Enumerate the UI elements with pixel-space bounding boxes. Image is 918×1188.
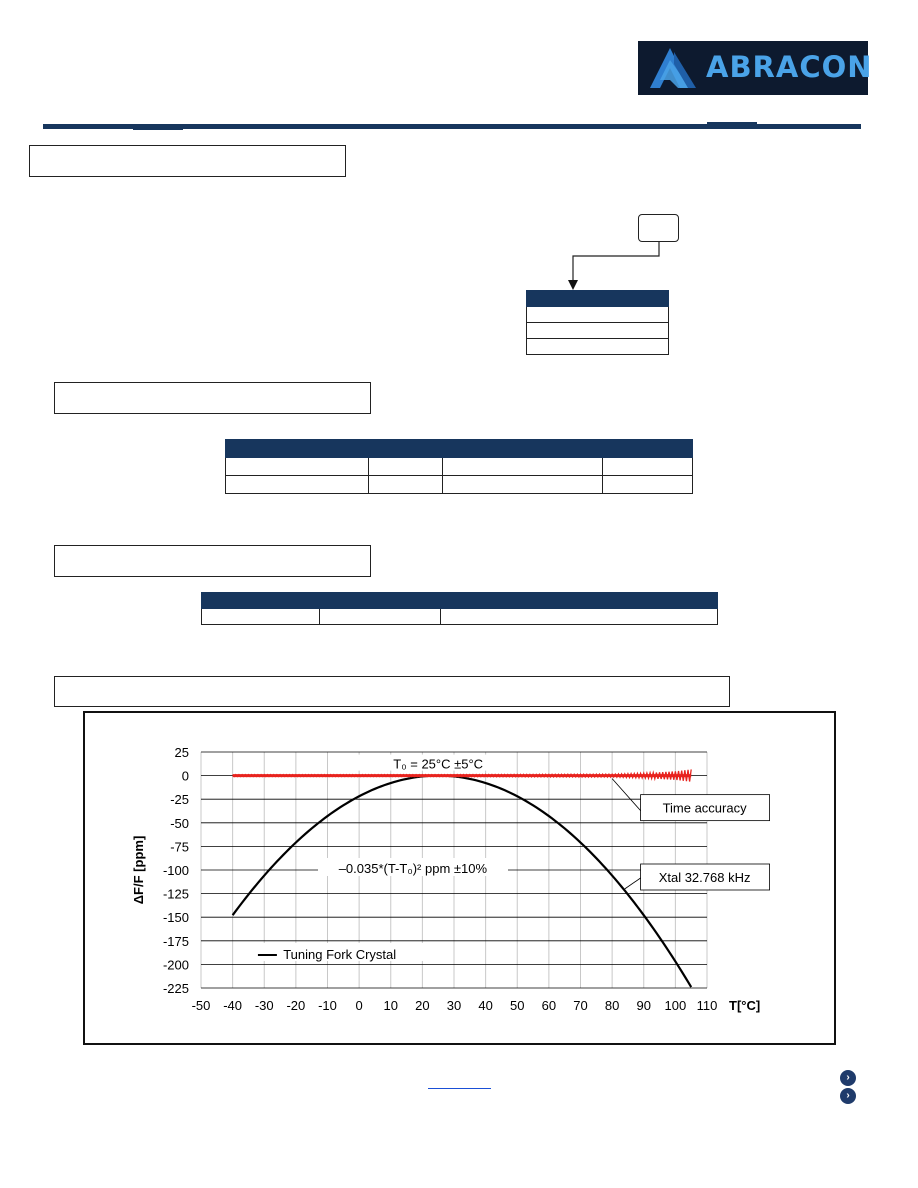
table-cell	[603, 476, 693, 494]
table-cell	[226, 458, 369, 476]
x-tick-label: -10	[318, 998, 337, 1013]
table-row	[527, 339, 669, 355]
table-cell	[441, 609, 718, 625]
y-tick-label: -100	[162, 863, 189, 878]
table-row	[202, 609, 718, 625]
table-cell	[527, 323, 669, 339]
t0-label: T₀ = 25°C ±5°C	[393, 756, 484, 772]
y-tick-label: -150	[162, 910, 189, 926]
section-heading-box	[54, 382, 371, 414]
abracon-mark-icon	[648, 46, 700, 90]
table-cell	[202, 609, 320, 625]
x-tick-label: -30	[254, 998, 274, 1013]
y-tick-label: -175	[162, 933, 189, 949]
table-row	[226, 476, 693, 494]
chart-annotations	[244, 755, 769, 962]
xtal-label: Xtal 32.768 kHz	[658, 870, 751, 885]
x-tick-label: 50	[510, 998, 525, 1013]
table-header-cell	[527, 291, 669, 307]
y-tick-label: -200	[162, 957, 189, 973]
header-rule-accent	[707, 122, 757, 124]
y-tick-label: 0	[181, 768, 189, 784]
table-header-cell	[369, 440, 443, 458]
table-header-cell	[202, 593, 320, 609]
x-tick-label: 80	[604, 998, 620, 1013]
info-table	[201, 592, 718, 625]
y-tick-label: -25	[170, 792, 189, 808]
chart-frame	[83, 711, 836, 1045]
table-row	[527, 323, 669, 339]
code-table	[526, 290, 669, 355]
x-tick-label: 100	[664, 998, 687, 1013]
table-row	[226, 458, 693, 476]
callout-leader	[625, 878, 641, 889]
table-cell	[226, 476, 369, 494]
y-tick-label: -75	[170, 839, 189, 855]
table-header-cell	[226, 440, 369, 458]
legend-label: Tuning Fork Crystal	[283, 946, 397, 962]
chevron-right-icon[interactable]: ›	[840, 1070, 856, 1086]
x-tick-label: -40	[223, 998, 243, 1013]
footer-link-underline[interactable]	[428, 1088, 491, 1089]
table-header-row	[527, 291, 669, 307]
x-tick-label: 60	[541, 998, 557, 1013]
section-heading-box	[54, 676, 730, 707]
table-cell	[369, 476, 443, 494]
table-row	[527, 307, 669, 323]
brand-logo	[638, 41, 873, 95]
table-cell	[320, 609, 441, 625]
y-tick-label: -225	[162, 981, 189, 996]
x-tick-label: 0	[355, 998, 363, 1013]
x-tick-label: 90	[636, 998, 651, 1013]
brand-name: ABRACON	[706, 50, 873, 84]
x-tick-label: 70	[573, 998, 588, 1013]
part-code-box	[638, 214, 679, 242]
table-cell	[527, 339, 669, 355]
table-cell	[443, 476, 603, 494]
spec-table	[225, 439, 693, 494]
x-tick-label: 20	[415, 998, 430, 1013]
table-header-cell	[441, 593, 718, 609]
y-tick-label: -125	[162, 886, 189, 902]
table-header-row	[202, 593, 718, 609]
x-tick-label: 110	[696, 998, 718, 1013]
time-accuracy-label: Time accuracy	[662, 800, 747, 816]
table-header-cell	[320, 593, 441, 609]
x-axis-ticks	[192, 998, 718, 1013]
x-tick-label: 30	[446, 998, 462, 1013]
y-axis-ticks	[163, 745, 189, 996]
formula-label: –0.035*(T-T₀)² ppm ±10%	[338, 861, 488, 876]
x-tick-label: -50	[191, 998, 211, 1013]
table-cell	[603, 458, 693, 476]
callout-leader	[612, 779, 640, 811]
section-heading-box	[54, 545, 371, 577]
chevron-right-icon[interactable]: ›	[840, 1088, 856, 1104]
table-cell	[527, 307, 669, 323]
table-header-row	[226, 440, 693, 458]
connector-arrow	[560, 240, 670, 292]
x-tick-label: 10	[383, 998, 398, 1013]
frequency-temperature-chart	[85, 713, 834, 1043]
table-header-cell	[443, 440, 603, 458]
x-axis-label: T[°C]	[729, 998, 761, 1013]
x-tick-label: 40	[478, 998, 493, 1013]
y-axis-label: ΔF/F [ppm]	[131, 835, 146, 905]
table-header-cell	[603, 440, 693, 458]
header-rule-accent	[133, 128, 183, 130]
y-tick-label: 25	[174, 745, 189, 760]
table-cell	[443, 458, 603, 476]
x-tick-label: -20	[286, 998, 306, 1013]
y-tick-label: -50	[170, 815, 189, 831]
table-cell	[369, 458, 443, 476]
section-heading-box	[29, 145, 346, 177]
